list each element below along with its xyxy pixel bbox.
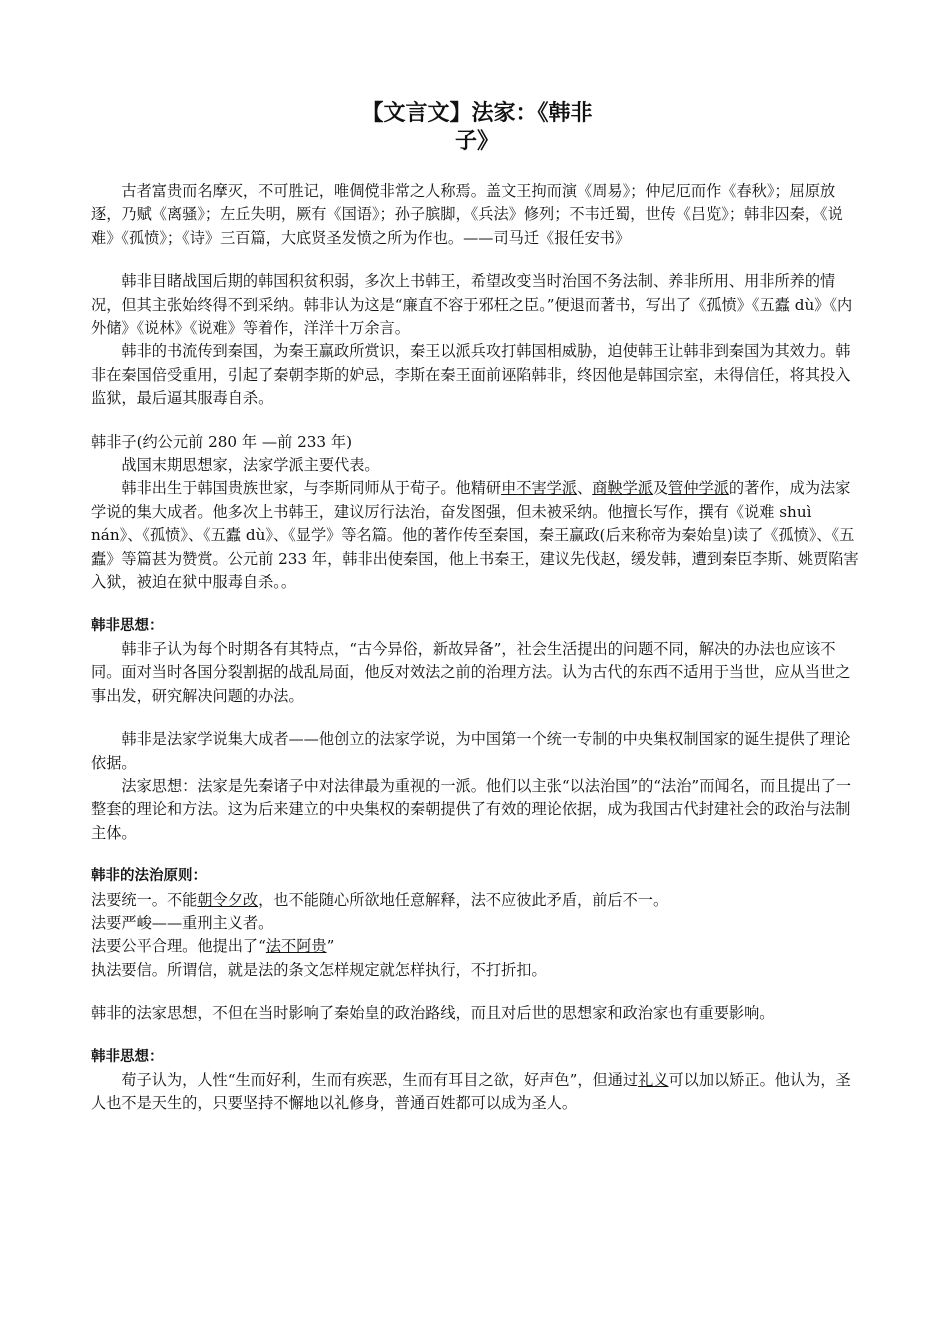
title-line-1: 【文言文】法家：《韩非 [361,101,593,126]
thought-heading-2: 韩非思想： [91,1048,164,1065]
hanfeizi-intro-line: 战国末期思想家，法家学派主要代表。 [121,456,380,475]
hanfeizi-bio-paragraph: 韩非出生于韩国贵族世家，与李斯同师从于荀子。他精研申不害学派、商鞅学派及管仲学派的著作，成为法家学说的集大成者。他多次上书韩王，建议厉行法治，奋发图强，但未被采纳。他擅长写作，撰有《说难 shuì nán》、《孤愤》、《五蠹 dù》、《显学》等名篇。他的著作传至秦国，秦王赢政(后来称帝为秦始皇)读了《孤愤》、《五蠹》等篇甚为赞赏。公元前 233 年，韩非出使秦国，他上书秦王，建议先伐赵，缓发韩，遭到秦臣李斯、姚贾陷害入狱，被迫在狱中服毒自杀。。 [91,479,859,592]
thought-heading-1: 韩非思想： [91,617,164,634]
principle-3: 法要公平合理。他提出了“法不阿贵” [91,937,335,956]
thought-paragraph-3: 法家思想：法家是先秦诸子中对法律最为重视的一派。他们以主张“以法治国”的“法治”而闻名，而且提出了一整套的理论和方法。这为后来建立的中央集权的秦朝提供了有效的理论依据，成为我国古代封建社会的政治与法制主体。 [91,776,852,842]
link-shangyang-school[interactable]: 商鞅学派 [592,479,653,498]
principle-1: 法要统一。不能朝令夕改，也不能随心所欲地任意解释，法不应彼此矛盾，前后不一。 [91,890,669,909]
principles-heading: 韩非的法治原则： [91,868,207,885]
link-guanzhong-school[interactable]: 管仲学派 [668,479,729,498]
link-liyi[interactable]: 礼义 [638,1071,669,1089]
title-line-2: 子》 [454,129,499,154]
link-zhaolingxigai[interactable]: 朝令夕改 [197,890,259,909]
bio-paragraph-1: 韩非目睹战国后期的韩国积贫积弱，多次上书韩王，希望改变当时治国不务法制、养非所用、用非所养的情况，但其主张始终得不到采纳。韩非认为这是“廉直不容于邪枉之臣。”便退而著书，写出了《孤愤》《五蠹 dù》《内外储》《说林》《说难》等着作，洋洋十万余言。 [91,272,853,338]
link-fabuegui[interactable]: 法不阿贵 [265,937,327,956]
document-page [91,100,863,1116]
page-title [342,100,612,156]
quote-paragraph: 古者富贵而名摩灭，不可胜记，唯倜傥非常之人称焉。盖文王拘而演《周易》；仲尼厄而作《春秋》；屈原放逐，乃赋《离骚》；左丘失明，厥有《国语》；孙子膑脚，《兵法》修列；不韦迁蜀，世传《吕览》；韩非囚秦，《说难》《孤愤》；《诗》三百篇，大底贤圣发愤之所为作也。——司马迁《报任安书》 [91,182,843,247]
principle-4: 执法要信。所谓信，就是法的条文怎样规定就怎样执行，不打折扣。 [91,960,547,979]
link-shenbuhai-school[interactable]: 申不害学派 [501,479,578,498]
xunzi-paragraph: 荀子认为，人性“生而好利，生而有疾恶，生而有耳目之欲，好声色”，但通过礼义可以加以矫正。他认为，圣人也不是天生的，只要坚持不懈地以礼修身，普通百姓都可以成为圣人。 [91,1071,851,1113]
principle-2: 法要严峻——重刑主义者。 [91,913,274,932]
influence-paragraph: 韩非的法家思想，不但在当时影响了秦始皇的政治路线，而且对后世的思想家和政治家也有重要影响。 [91,1004,775,1023]
hanfeizi-dates-heading: 韩非子(约公元前 280 年 —前 233 年) [91,432,353,451]
thought-paragraph-2: 韩非是法家学说集大成者——他创立的法家学说，为中国第一个统一专制的中央集权制国家的诞生提供了理论依据。 [91,730,851,772]
bio-paragraph-2: 韩非的书流传到秦国，为秦王赢政所赏识，秦王以派兵攻打韩国相威胁，迫使韩王让韩非到秦国为其效力。韩非在秦国倍受重用，引起了秦朝李斯的妒忌，李斯在秦王面前诬陷韩非，终因他是韩国宗室，未得信任，将其投入监狱，最后逼其服毒自杀。 [91,342,851,408]
thought-paragraph-1: 韩非子认为每个时期各有其特点，“古今异俗，新故异备”，社会生活提出的问题不同，解决的办法也应该不同。面对当时各国分裂割据的战乱局面，他反对效法之前的治理方法。认为古代的东西不适用于当世，应从当世之事出发，研究解决问题的办法。 [91,639,851,705]
